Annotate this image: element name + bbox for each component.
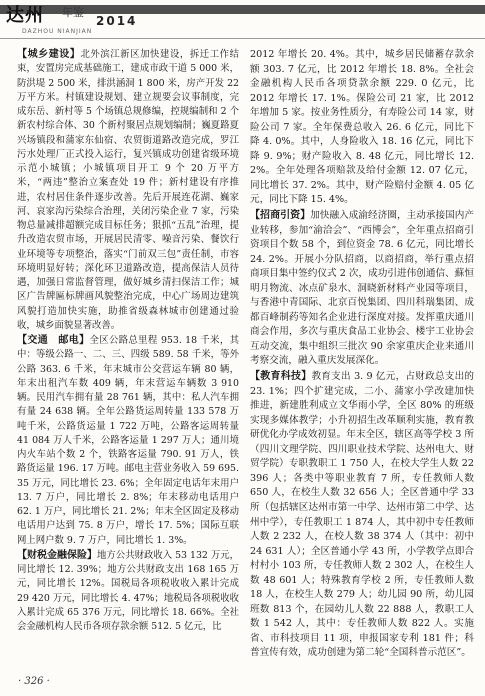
header-rule [0, 38, 485, 39]
section-label: 【交通 邮电】 [17, 335, 90, 346]
logo-pinyin: DAZHOU NIANJIAN [22, 28, 93, 35]
section-text: 2012 年增长 20. 4%。其中，城乡居民储蓄存款余额 303. 7 亿元，比 2012 年增长 18. 8%。全社会金融机构人民币各项贷款余额 229. 0 亿元，比 2012 年增长 17. 1%。保险公司 21 家，比 2012 年增加 5 家。按业务性质分，有寿险公司 14 家，财险公司 7 家。全年保费总收入 26. 6 亿元，同比下降 4. 0%。其中，人身险收入 18. 16 亿元，同比下降 9. 9%；财产险收入 8. 48 亿元，同比增长 12. 2%。全年处理各项赔款及给付金额 12. 07 亿元，同比增长 37. 2%。其中，财产险赔付金额 4. 05 亿元，同比下降 15. 4%。 [250, 49, 474, 206]
section-education-science [250, 370, 474, 661]
left-column [17, 48, 239, 635]
section-transport-telecom [17, 334, 239, 548]
logo-subtitle: 年鉴 [62, 6, 84, 19]
right-column [250, 48, 474, 662]
section-finance-continued [250, 48, 474, 208]
section-text: 教育支出 3. 9 亿元，占财政总支出的 23. 1%；四个扩建完成，二小、蒲家小学改建加快推进，新建胜利成立文华雨小学，全区 80% 的班级实现多媒体教学；小升初招生改革顺利实施，教育教研优化办学成效初显。年末全区，辖区高等学校 3 所（四川文理学院、四川职业技术学院、达州电大、财贸学院）专职教职工 1 750 人，在校大学生人数 22 396 人；各类中等职业教育 7 所，专任教师人数 650 人，在校生人数 32 656 人；全区普通中学 33 所（包括辖区达州市第一中学、达州市第二中学、达州中学），专任教职工 1 874 人，其中初中专任教师人数 2 232 人，在校人数 38 374 人（其中：初中 24 631 人）；全区普通小学 43 所，小学教学点即合村村小 103 所，专任教师人数 2 302 人，在校生人数 48 601 人；特殊教育学校 2 所，专任教师人数 18 人，在校生人数 279 人；幼儿园 90 所，幼儿园班数 813 个，在园幼儿人数 22 888 人，教职工人数 1 542 人，其中：专任教师人数 822 人。实施省、市科技项目 11 项，申报国家专利 181 件；科普宣传有效，成功创建为第二轮“全国科普示范区”。 [250, 371, 475, 659]
section-text: 地方公共财政收入 53 132 万元，同比增长 12. 39%；地方公共财政支出 168 165 万元，同比增长 12%。国税局各项税收收入累计完成 29 420 万元，同比增长 4. 47%；地税局各项税收收入累计完成 65 376 万元，同比增长 18. 66%。全社会金融机构人民币各项存款余额 512. 5 亿元，比 [17, 549, 240, 632]
section-finance-tax [17, 549, 239, 635]
section-text: 全区公路总里程 953. 18 千米，其中：等级公路一、二、三、四级 589. 58 千米，等外公路 363. 6 千米，年末城市公交营运车辆 80 辆，年末出租汽车数 409 辆，年末营运车辆数 3 910 辆。民用汽车拥有量 28 761 辆，其中：私人汽车拥有量 24 638 辆。全年公路货运周转量 133 578 万吨千米，公路货运量 1 722 万吨，公路客运周转量 41 084 万人千米，公路客运量 1 297 万人；通川境内火车站个数 2 个，铁路客运量 790. 91 万人，铁路货运量 196. 17 万吨。邮电主营业务收入 59 695. 35 万元，同比增长 23. 6%；全年固定电话年末用户 13. 7 万户，同比增长 2. 8%；年末移动电话用户 62. 1 万户，同比增长 21. 2%；年末全区固定及移动电话用户达到 75. 8 万户，增长 17. 5%；国际互联网上网户数 9. 7 万户，同比增长 1. 3%。 [17, 335, 240, 546]
logo-year: 2014 [96, 14, 138, 28]
logo-title: 达州 [6, 5, 44, 26]
section-label: 【城乡建设】 [17, 49, 81, 60]
section-investment [250, 209, 474, 369]
section-label: 【招商引资】 [250, 210, 311, 222]
section-urban-construction [17, 48, 239, 333]
section-text: 加快融入成渝经济圈，主动承接国内产业转移，参加“渝洽会”、“西博会”，全年重点招商引资项目个数 58 个，到位资金 78. 6 亿元，同比增长 24. 2%。开展小分队招商，以商招商，举行重点招商项目集中签约仪式 2 次，成功引进伟创通信、蘇恒明月物流、冰点矿泉水、洞晓新材料产业园等项目，与香港中青国际、北京百悦集团、四川科瑞集团、成都百峰制药等知名企业进行深度对接。发挥重庆通川商会作用，多次与重庆食品工业协会、楼宇工业协会互动交流，集中组织三批次 90 余家重庆企业来通川考察交流，融入重庆发展深化。 [250, 210, 475, 367]
page-header [0, 0, 485, 40]
section-label: 【财税金融保险】 [17, 549, 98, 561]
section-label: 【教育科技】 [250, 371, 312, 383]
page-number: · 326 · [18, 676, 50, 687]
section-text: 北外滨江新区加快建设，拆迁工作结束，安置房完成基础施工，建成市政干道 5 000 米，防洪堤 2 500 米，排洪涵洞 1 800 米，房产开发 22 万平方米。村镇建设规划、建立规要会议事制度，完成东岳、新村等 5 个场镇总规修编，控规编制和 2 个新农村综合体、30 个新村聚居点规划编制；巍夏路夏兴场镇段和蒲家东仙宿、农贸街道路改造完成，罗江污水处理厂正式投入运行，复兴镇成功创建省级环境示范小城镇；小城镇项目开工 9 个 20 万平方米，“两违”整治立案查处 19 件；新村建设有序推进，农村居住条件逐步改善。先后开展连花湖、巍家河、哀家沟污染综合治理，关闭污染企业 7 家，污染物总量减排超额完成目标任务；狠抓“五乱”治理，提升改造农贸市场，开展居民清零、噪音污染、餐饮行业环境等专项整治，落实“门前双三包”责任制，市容环境明显好转；深化环卫道路改造，提高保洁人员待遇，加强日常监督管理，做好城乡清扫保洁工作；城区广告牌匾标牌画风貌整治完成，中心广场周边建筑风貌打造加快实施，助推省级森林城市创建通过验收，城乡面貌显著改善。 [17, 49, 239, 331]
